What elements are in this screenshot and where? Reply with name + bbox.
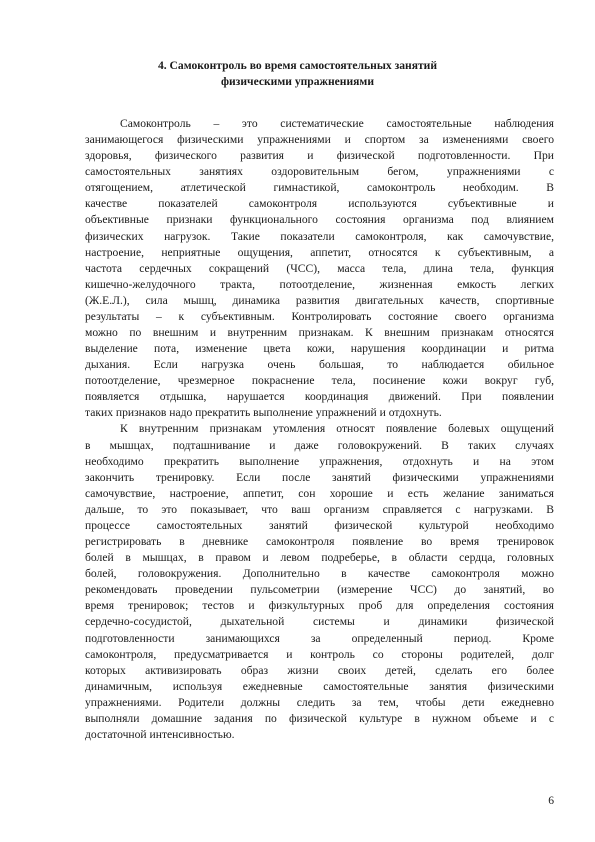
text-line: закончить тренировку. Если после занятий физическими упражнениями bbox=[85, 470, 554, 484]
text-line: занимающегося физическими упражнениями и спортом за изменениями своего bbox=[85, 133, 554, 147]
text-line: в мышцах, подташнивание и даже головокружений. В таких случаях bbox=[85, 438, 554, 452]
text-line: результаты – к субъективным. Контролировать состояние своего организма bbox=[85, 309, 554, 323]
text-line: время тренировок; тестов и физкультурных проб для определения состояния bbox=[85, 599, 554, 613]
text-line: регистрировать в дневнике самоконтроля появление во время тренировок bbox=[85, 535, 554, 549]
text-line: самостоятельных занятиях оздоровительным бегом, упражнениями с bbox=[85, 165, 554, 179]
text-line: которых активизировать образ жизни своих детей, сделать его более bbox=[85, 663, 554, 677]
text-line: необходимо прекратить выполнение упражнения, отдохнуть и на этом bbox=[85, 454, 554, 468]
text-line: сердечно-сосудистой, дыхательной системы и динамики физической bbox=[85, 615, 554, 629]
section-heading-line-1: 4. Самоконтроль во время самостоятельных занятий bbox=[157, 59, 438, 72]
text-line: потоотделение, чрезмерное покраснение тела, посинение кожи вокруг губ, bbox=[85, 374, 554, 388]
text-line: качестве показателей самоконтроля используются субъективные и bbox=[85, 197, 554, 211]
text-line: подготовленности занимающихся за определенный период. Кроме bbox=[85, 631, 554, 645]
text-line: К внутренним признакам утомления относят появление болевых ощущений bbox=[120, 422, 554, 436]
text-line: можно по внешним и внутренним признакам. К внешним признакам относятся bbox=[85, 326, 554, 340]
body-text bbox=[85, 116, 554, 743]
text-line: отягощением, атлетической гимнастикой, самоконтроль необходим. В bbox=[85, 181, 554, 195]
text-line: достаточной интенсивностью. bbox=[85, 727, 235, 741]
text-line: кишечно-желудочного тракта, потоотделение, жизненная емкость легких bbox=[85, 277, 554, 291]
text-line: дальше, то это показывает, что ваш организм справляется с нагрузками. В bbox=[85, 502, 554, 516]
text-line: самоконтроля, предусматривается и контроль со стороны родителей, долг bbox=[85, 647, 554, 661]
text-line: упражнениями. Родители должны следить за тем, чтобы дети ежедневно bbox=[85, 695, 554, 709]
text-line: (Ж.Е.Л.), сила мышц, динамика развития двигательных качеств, спортивные bbox=[85, 293, 554, 307]
text-line: процессе самостоятельных занятий физической культурой необходимо bbox=[85, 518, 554, 532]
text-line: таких признаков надо прекратить выполнение упражнений и отдохнуть. bbox=[85, 406, 442, 420]
text-line: объективные признаки функционального состояния организма под влиянием bbox=[85, 213, 554, 227]
text-line: динамичным, используя ежедневные самостоятельные занятия физическими bbox=[85, 679, 554, 693]
text-line: самочувствие, настроение, аппетит, сон хорошие и есть желание заниматься bbox=[85, 486, 554, 500]
text-line: дыхания. Если нагрузка очень большая, то наблюдается обильное bbox=[85, 358, 554, 372]
text-line: выполняли домашние задания по физической культуре в нужном объеме и с bbox=[85, 711, 554, 725]
text-line: болей в мышцах, в правом и левом подреберье, в области сердца, головных bbox=[85, 551, 554, 565]
text-line: Самоконтроль – это систематические самостоятельные наблюдения bbox=[120, 117, 554, 130]
text-line: настроение, неприятные ощущения, аппетит, относятся к субъективным, а bbox=[85, 245, 554, 259]
text-line: физических нагрузок. Такие показатели самоконтроля, как самочувствие, bbox=[85, 229, 554, 243]
text-line: выделение пота, изменение цвета кожи, нарушения координации и ритма bbox=[85, 342, 554, 356]
text-line: появляется отдышка, нарушается координация движений. При появлении bbox=[85, 390, 554, 404]
text-line: здоровья, физического развития и физической подготовленности. При bbox=[85, 149, 554, 163]
text-line: рекомендовать проведении пульсометрии (измерение ЧСС) до занятий, во bbox=[85, 583, 554, 597]
text-line: болей, головокружения. Дополнительно в качестве самоконтроля можно bbox=[85, 567, 554, 581]
paragraph-2 bbox=[85, 421, 554, 743]
text-line: частота сердечных сокращений (ЧСС), масса тела, длина тела, функция bbox=[85, 261, 554, 275]
section-heading-line-2: физическими упражнениями bbox=[220, 75, 374, 88]
section-heading bbox=[60, 58, 535, 90]
page-number: 6 bbox=[548, 794, 554, 807]
paragraph-1 bbox=[85, 116, 554, 421]
